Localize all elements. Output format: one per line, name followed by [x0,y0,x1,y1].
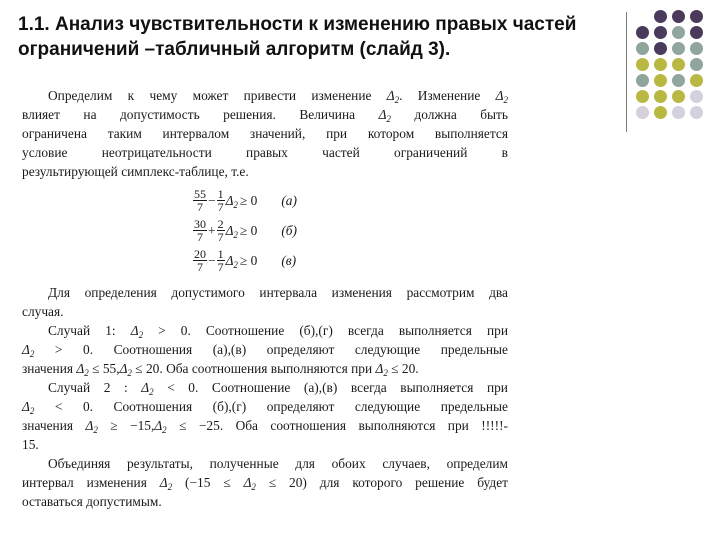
decorative-dot [654,10,667,23]
para1-line3: ограничена таким интервалом значений, при котором выполняется [22,126,508,141]
decorative-dot [636,26,649,39]
decorative-dot [672,90,685,103]
decorative-dot [690,10,703,23]
decorative-dot [672,42,685,55]
inequality-c: $\frac{20}{7}$ − $\frac{1}{7}$ $\Delta_2$ ≥ 0 (в) [194,246,297,274]
decorative-dot [690,26,703,39]
case2-line4: 15. [22,437,39,452]
para1-line5: результирующей симплекс-таблице, т.е. [22,164,249,179]
decorative-dot [654,58,667,71]
decorative-dot [654,26,667,39]
case2-line3: значения $\Delta_2 \ge -15,\Delta_2 \le -25$. Оба соотношения выполняются при !!!!!- [22,418,509,435]
case2-line2: $\Delta_2 < 0$. Соотношения (б),(г) определяют следующие предельные [22,399,508,416]
decorative-dot [690,90,703,103]
decorative-dot [672,26,685,39]
case1-line2: $\Delta_2 > 0$. Соотношения (а),(в) определяют следующие предельные [22,342,508,359]
decorative-dot [636,74,649,87]
decorative-divider [626,12,627,132]
decorative-dot [654,90,667,103]
decorative-dot [690,42,703,55]
case1-line3: значения $\Delta_2 \le 55,\Delta_2 \le 20$. Оба соотношения выполняются при $\Delta_2 \le 20$. [22,361,419,378]
decorative-dot [672,10,685,23]
decorative-dot [636,42,649,55]
decorative-dot [672,106,685,119]
decorative-dot [690,106,703,119]
para1-line4: условие неотрицательности правых частей ограничений в [22,145,508,160]
conclusion-line2: интервал изменения $\Delta_2$ $(-15 \le \Delta_2 \le 20)$ для которого решение будет [22,475,508,492]
decorative-dot [672,74,685,87]
decorative-dot [672,58,685,71]
para1-line1: Определим к чему может привести изменение $\Delta_2$. Изменение $\Delta_2$ [48,88,508,105]
para2-line2: случая. [22,304,64,319]
decorative-dot [654,106,667,119]
para1-line2: влияет на допустимость решения. Величина $\Delta_2$ должна быть [22,107,508,124]
decorative-dot [654,74,667,87]
inequality-b: $\frac{30}{7}$ + $\frac{2}{7}$ $\Delta_2$ ≥ 0 (б) [194,216,297,244]
decorative-dot [654,42,667,55]
case1-line1: Случай 1: $\Delta_2 > 0$. Соотношение (б),(г) всегда выполняется при [48,323,508,340]
decorative-dot [690,58,703,71]
conclusion-line3: оставаться допустимым. [22,494,162,509]
decorative-dot [636,90,649,103]
slide-title: 1.1. Анализ чувствительности к изменению правых частей ограничений –табличный алгоритм (слайд 3). [18,14,577,60]
conclusion-line1: Объединяя результаты, полученные для обоих случаев, определим [48,456,508,471]
inequality-a: $\frac{55}{7}$ − $\frac{1}{7}$ $\Delta_2$ ≥ 0 (а) [194,186,297,214]
para2-line1: Для определения допустимого интервала изменения рассмотрим два [48,285,508,300]
decorative-dot [636,106,649,119]
scanned-text-body [22,86,508,511]
inequality-system [192,185,508,275]
decorative-dot [636,58,649,71]
decorative-dot [690,74,703,87]
case2-line1: Случай 2 : $\Delta_2 < 0$. Соотношение (а),(в) всегда выполняется при [48,380,508,397]
